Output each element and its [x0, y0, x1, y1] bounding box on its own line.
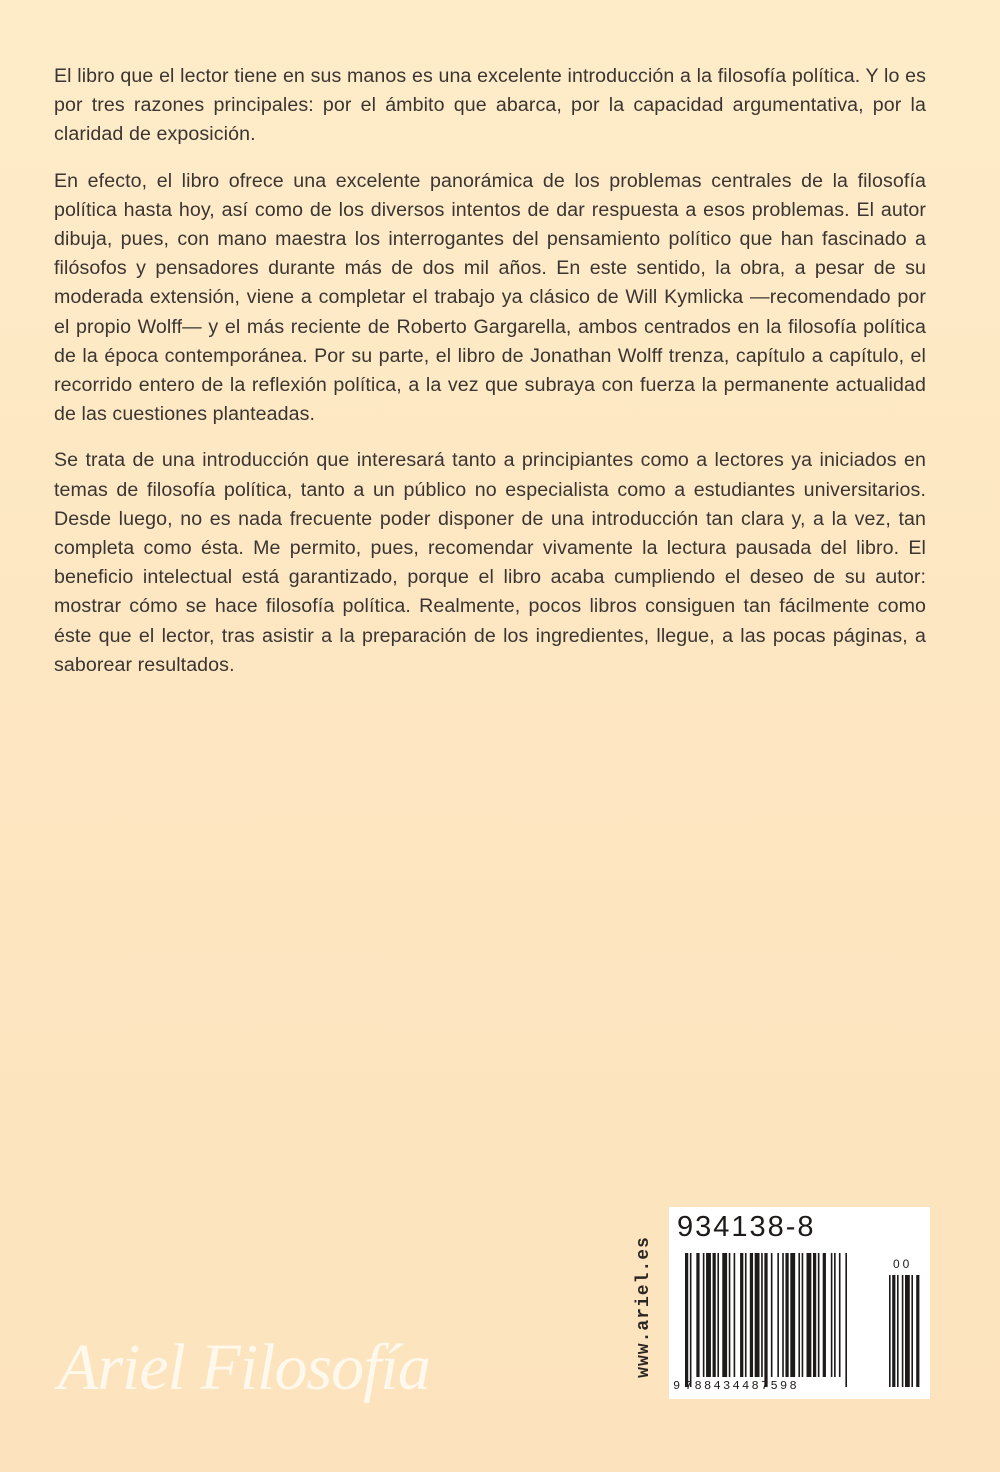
- synopsis-paragraph-1: El libro que el lector tiene en sus manos es una excelente introducción a la filosofía política. Y lo es por tres razones principales: por el ámbito que abarca, por la capacidad argumentativa, por la claridad de exposición.: [54, 65, 926, 146]
- publisher-website: [633, 1212, 655, 1402]
- barcode-bar: [818, 1253, 820, 1377]
- barcode-bar: [813, 1253, 816, 1377]
- barcode-bar: [745, 1253, 747, 1377]
- barcode-bar: [717, 1253, 719, 1377]
- barcode-bar: [703, 1253, 705, 1377]
- barcode-bar: [722, 1253, 727, 1377]
- barcode-digits: [673, 1379, 883, 1393]
- isbn-code: 934138-8: [677, 1211, 816, 1243]
- barcode-addon-bar: [889, 1275, 891, 1387]
- series-logo: Ariel Filosofía: [58, 1331, 430, 1404]
- barcode-bar: [729, 1253, 731, 1377]
- barcode-bar: [690, 1253, 692, 1387]
- barcode-bar: [807, 1253, 812, 1377]
- barcode-bar: [755, 1253, 760, 1377]
- barcode-bar: [713, 1253, 716, 1377]
- barcode-digit-string: 788434487598: [685, 1379, 800, 1393]
- barcode-bar: [761, 1253, 763, 1377]
- barcode-bar: [734, 1253, 736, 1377]
- barcode-bar: [823, 1253, 826, 1377]
- barcode-bar: [685, 1253, 688, 1387]
- barcode-addon-bar: [897, 1275, 899, 1387]
- barcode-addon-bar: [902, 1275, 904, 1387]
- barcode-bar: [845, 1253, 847, 1387]
- barcode-bar: [764, 1253, 767, 1387]
- synopsis-paragraph-3: Se trata de una introducción que interesará tanto a principiantes como a lectores ya iniciados en temas de filosofía política, tanto a un público no especialista como a estudiantes universitarios. Desde luego, no es nada frecuente poder disponer de una introducción tan clara y, a la vez, tan completa como ésta. Me permito, pues, recomendar vivamente la lectura pausada del libro. El beneficio intelectual está garantizado, porque el libro acaba cumpliendo el deseo de su autor: mostrar cómo se hace filosofía política. Realmente, pocos libros consiguen tan fácilmente como éste que el lector, tras asistir a la preparación de los ingredientes, llegue, a las pocas páginas, a saborear resultados.: [54, 449, 926, 676]
- barcode-bar: [706, 1253, 711, 1377]
- barcode-first-digit: 9: [673, 1379, 681, 1393]
- barcode-bar: [750, 1253, 753, 1377]
- barcode-bar: [839, 1253, 841, 1377]
- barcode-bar: [785, 1253, 788, 1377]
- barcode-addon-bar: [905, 1275, 910, 1387]
- barcode-bar: [790, 1253, 795, 1377]
- barcode-bar: [696, 1253, 699, 1377]
- barcode-bar: [831, 1253, 833, 1377]
- barcode-bar: [740, 1253, 743, 1377]
- barcode-bar: [782, 1253, 784, 1377]
- barcode-bar: [834, 1253, 836, 1377]
- barcode-bar: [798, 1253, 800, 1377]
- publisher-website-text: www.ariel.es: [634, 1236, 654, 1378]
- barcode-addon-bar: [892, 1275, 895, 1387]
- barcode-addon-bar: [911, 1275, 913, 1387]
- barcode-bar: [777, 1253, 779, 1377]
- synopsis-paragraph-2: En efecto, el libro ofrece una excelente panorámica de los problemas centrales de la filosofía política hasta hoy, así como de los diversos intentos de dar respuesta a esos problemas. El autor dibuja, pues, con mano maestra los interrogantes del pensamiento político que han fascinado a filósofos y pensadores durante más de dos mil años. En este sentido, la obra, a pesar de su moderada extensión, viene a completar el trabajo ya clásico de Will Kymlicka —recomendado por el propio Wolff— y el más reciente de Roberto Gargarella, ambos centrados en la filosofía política de la época contemporánea. Por su parte, el libro de Jonathan Wolff trenza, capítulo a capítulo, el recorrido entero de la reflexión política, a la vez que subraya con fuerza la permanente actualidad de las cuestiones planteadas.: [54, 169, 926, 426]
- barcode-addon-digits: 00: [893, 1257, 913, 1271]
- barcode-bar: [771, 1253, 773, 1377]
- barcode-addon-bar: [916, 1275, 919, 1387]
- barcode-icon: [669, 1207, 930, 1399]
- isbn-barcode: [669, 1207, 930, 1399]
- synopsis-text: [54, 62, 926, 697]
- barcode-bar: [802, 1253, 804, 1377]
